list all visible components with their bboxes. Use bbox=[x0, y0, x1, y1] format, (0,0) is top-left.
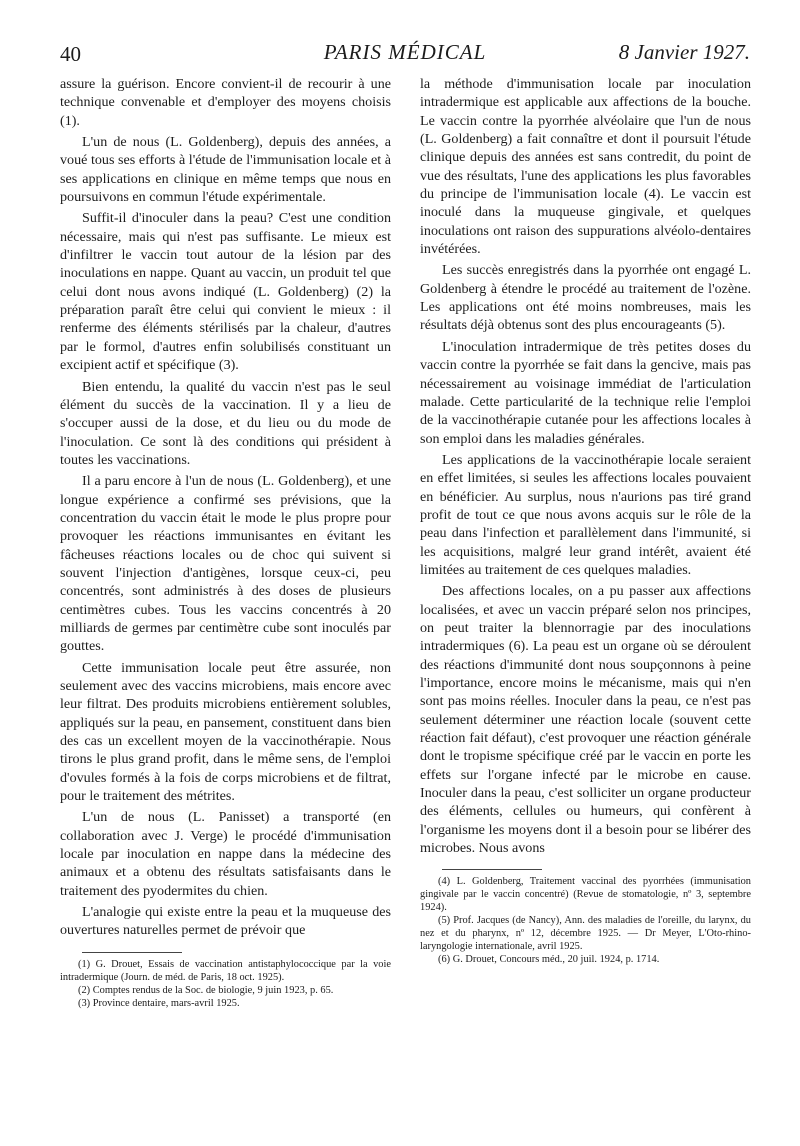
paragraph: L'un de nous (L. Panisset) a transporté (en collaboration avec J. Verge) le procédé d'immunisation locale par inoculation en nappe dans la médecine des animaux et a obtenu des résultats satisfaisants dans le traitement des pyodermites du chien. bbox=[60, 809, 391, 899]
paragraph: Bien entendu, la qualité du vaccin n'est pas le seul élément du succès de la vaccination. Il y a lieu de s'occuper aussi de la dose, et du lieu ou du mode de l'inoculation. Ce sont là des conditions qui président à toutes les vaccinations. bbox=[60, 378, 391, 468]
left-column bbox=[60, 75, 391, 1010]
footnote-divider bbox=[82, 952, 182, 953]
paragraph: L'un de nous (L. Goldenberg), depuis des années, a voué tous ses efforts à l'étude de l'immunisation locale et à ses applications en clinique en même temps que nous en poursuivons en commun l'étude expérimentale. bbox=[60, 134, 391, 206]
paragraph: Des affections locales, on a pu passer aux affections localisées, et avec un vaccin préparé selon nos principes, on peut traiter la blennorragie par des inoculations intradermiques (6). La peau est un organe où se déroulent des réactions d'immunité dont nous soupçonnons à peine l'importance, encore moins le mécanisme, mais qui n'en sont pas moins réelles. Inoculer dans la peau, ce n'est pas seulement déterminer une réaction locale (souvent cette réaction fait défaut), c'est provoquer une réaction générale dont le tropisme spécifique créé par le vaccin en porte les effets sur l'organe infecté par le microbe en cause. Inoculer dans la peau, c'est solliciter un organe producteur des éléments, cellules ou humeurs, qui confèrent à l'organisme les moyens dont il a besoin pour se libérer des microbes. Nous avons bbox=[420, 583, 751, 857]
right-column bbox=[420, 75, 751, 966]
paragraph: Suffit-il d'inoculer dans la peau? C'est une condition nécessaire, mais qui n'est pas suffisante. Le mieux est d'infiltrer le vaccin tout autour de la lésion par des inoculations en nappe. Quant au vaccin, un produit tel que celui dont nous avons indiqué (L. Goldenberg) (2) la préparation paraît être celui qui convient le mieux : il renferme des éléments stérilisés par la chaleur, d'autres par le formol, d'autres enfin solubilisés constituant un excipient actif et spécifique (3). bbox=[60, 210, 391, 374]
paragraph: Il a paru encore à l'un de nous (L. Goldenberg), et une longue expérience a confirmé ses prévisions, que la concentration du vaccin était le mode le plus propre pour provoquer les réactions immunisantes en évitant les fâcheuses réactions locales ou de choc qui suivent si souvent l'injection d'antigènes, lorsque ceux-ci, peu concentrés, sont administrés à des doses de plusieurs centimètres cubes. Tous les vaccins concentrés à 20 milliards de germes par centimètre cube sont inoculés par gouttes. bbox=[60, 473, 391, 655]
paragraph: Les applications de la vaccinothérapie locale seraient en effet limitées, si seules les affections locales pouvaient en bénéficier. Au surplus, nous n'aurions pas tiré grand profit de tout ce que nous avons acquis sur le rôle de la peau dans l'infection et parallèlement dans l'immunité, si les acquisitions, malgré leur grand intérêt, avaient été limitées au traitement de ces quelques maladies. bbox=[420, 451, 751, 578]
footnote: (5) Prof. Jacques (de Nancy), Ann. des maladies de l'oreille, du larynx, du nez et du pharynx, nº 12, décembre 1925. — Dr Meyer, L'Oto-rhino-laryngologie internationale, avril 1925. bbox=[420, 915, 751, 953]
footnote: (4) L. Goldenberg, Traitement vaccinal des pyorrhées (immunisation gingivale par le vaccin concentré) (Revue de stomatologie, nº 3, septembre 1924). bbox=[420, 876, 751, 914]
footnote: (1) G. Drouet, Essais de vaccination antistaphylococcique par la voie intradermique (Journ. de méd. de Paris, 18 oct. 1925). bbox=[60, 958, 391, 983]
paragraph: assure la guérison. Encore convient-il de recourir à une technique convenable et d'employer des moyens choisis (1). bbox=[60, 76, 391, 129]
footnote: (2) Comptes rendus de la Soc. de biologie, 9 juin 1923, p. 65. bbox=[78, 984, 334, 996]
footnotes-left bbox=[60, 958, 391, 1010]
page-number: 40 bbox=[60, 42, 81, 66]
issue-date: 8 Janvier 1927. bbox=[618, 40, 750, 64]
footnote: (3) Province dentaire, mars-avril 1925. bbox=[78, 997, 240, 1009]
journal-title: PARIS MÉDICAL bbox=[323, 40, 487, 64]
running-header bbox=[60, 38, 750, 70]
paragraph: L'inoculation intradermique de très petites doses du vaccin contre la pyorrhée se fait dans la gencive, mais pas nécessairement au voisinage immédiat de l'articulation malade. Cette particularité de la technique relie l'emploi de la vaccinothérapie cutanée pour les affections locales à son emploi dans les maladies générales. bbox=[420, 338, 751, 447]
paragraph: la méthode d'immunisation locale par inoculation intradermique est applicable aux affections de la bouche. Le vaccin contre la pyorrhée alvéolaire que l'un de nous (L. Goldenberg) a fait connaître et dont il poursuit l'étude clinique depuis des années est sans contredit, du point de vue des résultats, l'une des applications les plus favorables du principe de l'immunisation locale (4). Le vaccin est inoculé dans la muqueuse gingivale, et quelques inoculations ont raison des suppurations alvéolo-dentaires invétérées. bbox=[420, 76, 751, 258]
paragraph: Cette immunisation locale peut être assurée, non seulement avec des vaccins microbiens, mais encore avec leur filtrat. Des produits microbiens entièrement solubles, appliqués sur la peau, en pansement, constituent dans bien des cas un excellent moyen de la vaccinothérapie. Nous tirons le plus grand profit, dans le même sens, de l'emploi d'ovules formés à la fois de corps microbiens et de filtrat, pour le traitement des métrites. bbox=[60, 659, 391, 805]
paragraph: Les succès enregistrés dans la pyorrhée ont engagé L. Goldenberg à étendre le procédé au traitement de l'ozène. Les applications ont été moins nombreuses, mais les résultats déjà obtenus sont des plus encourageants (5). bbox=[420, 262, 751, 334]
footnote: (6) G. Drouet, Concours méd., 20 juil. 1924, p. 1714. bbox=[438, 954, 660, 966]
paragraph: L'analogie qui existe entre la peau et la muqueuse des ouvertures naturelles permet de prévoir que bbox=[60, 904, 391, 939]
footnotes-right bbox=[420, 875, 751, 966]
footnote-divider bbox=[442, 869, 542, 870]
